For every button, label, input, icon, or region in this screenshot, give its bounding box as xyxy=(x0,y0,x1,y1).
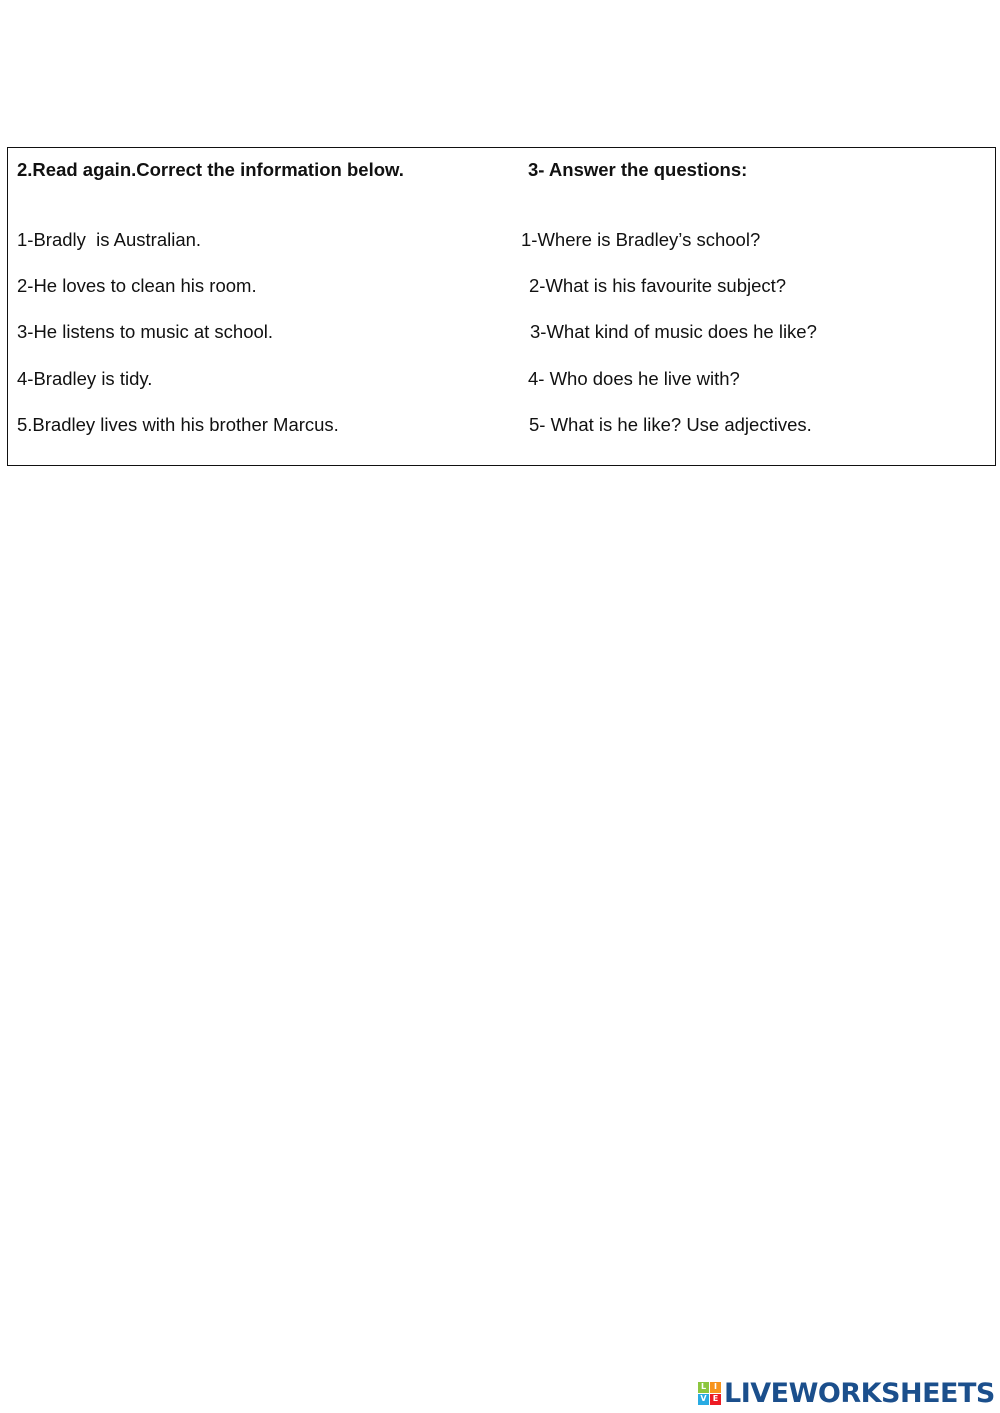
exercise-2-item-5: 5.Bradley lives with his brother Marcus. xyxy=(17,414,339,435)
exercise-2-item-1: 1-Bradly is Australian. xyxy=(17,229,202,250)
exercise-3-question-5: 5- What is he like? Use adjectives. xyxy=(529,414,812,435)
exercise-2-item-3: 3-He listens to music at school. xyxy=(17,321,274,342)
exercise-3-question-4: 4- Who does he live with? xyxy=(528,368,740,389)
logo-letter-v: V xyxy=(698,1394,709,1405)
exercise-box xyxy=(7,147,996,466)
logo-letter-i: I xyxy=(710,1382,721,1393)
exercise-3-heading: 3- Answer the questions: xyxy=(528,159,748,180)
brand-name: LIVEWORKSHEETS xyxy=(724,1377,995,1409)
logo-letter-e: E xyxy=(710,1394,721,1405)
exercise-3-question-1: 1-Where is Bradley’s school? xyxy=(521,229,761,250)
exercise-3-question-3: 3-What kind of music does he like? xyxy=(530,321,817,342)
exercise-2-item-2: 2-He loves to clean his room. xyxy=(17,275,257,296)
logo-letter-l: L xyxy=(698,1382,709,1393)
exercise-2-heading: 2.Read again.Correct the information below. xyxy=(17,159,404,180)
liveworksheets-brand xyxy=(698,1376,995,1410)
exercise-3-question-2: 2-What is his favourite subject? xyxy=(529,275,787,296)
exercise-2-item-4: 4-Bradley is tidy. xyxy=(17,368,153,389)
liveworksheets-logo-icon xyxy=(698,1382,721,1405)
